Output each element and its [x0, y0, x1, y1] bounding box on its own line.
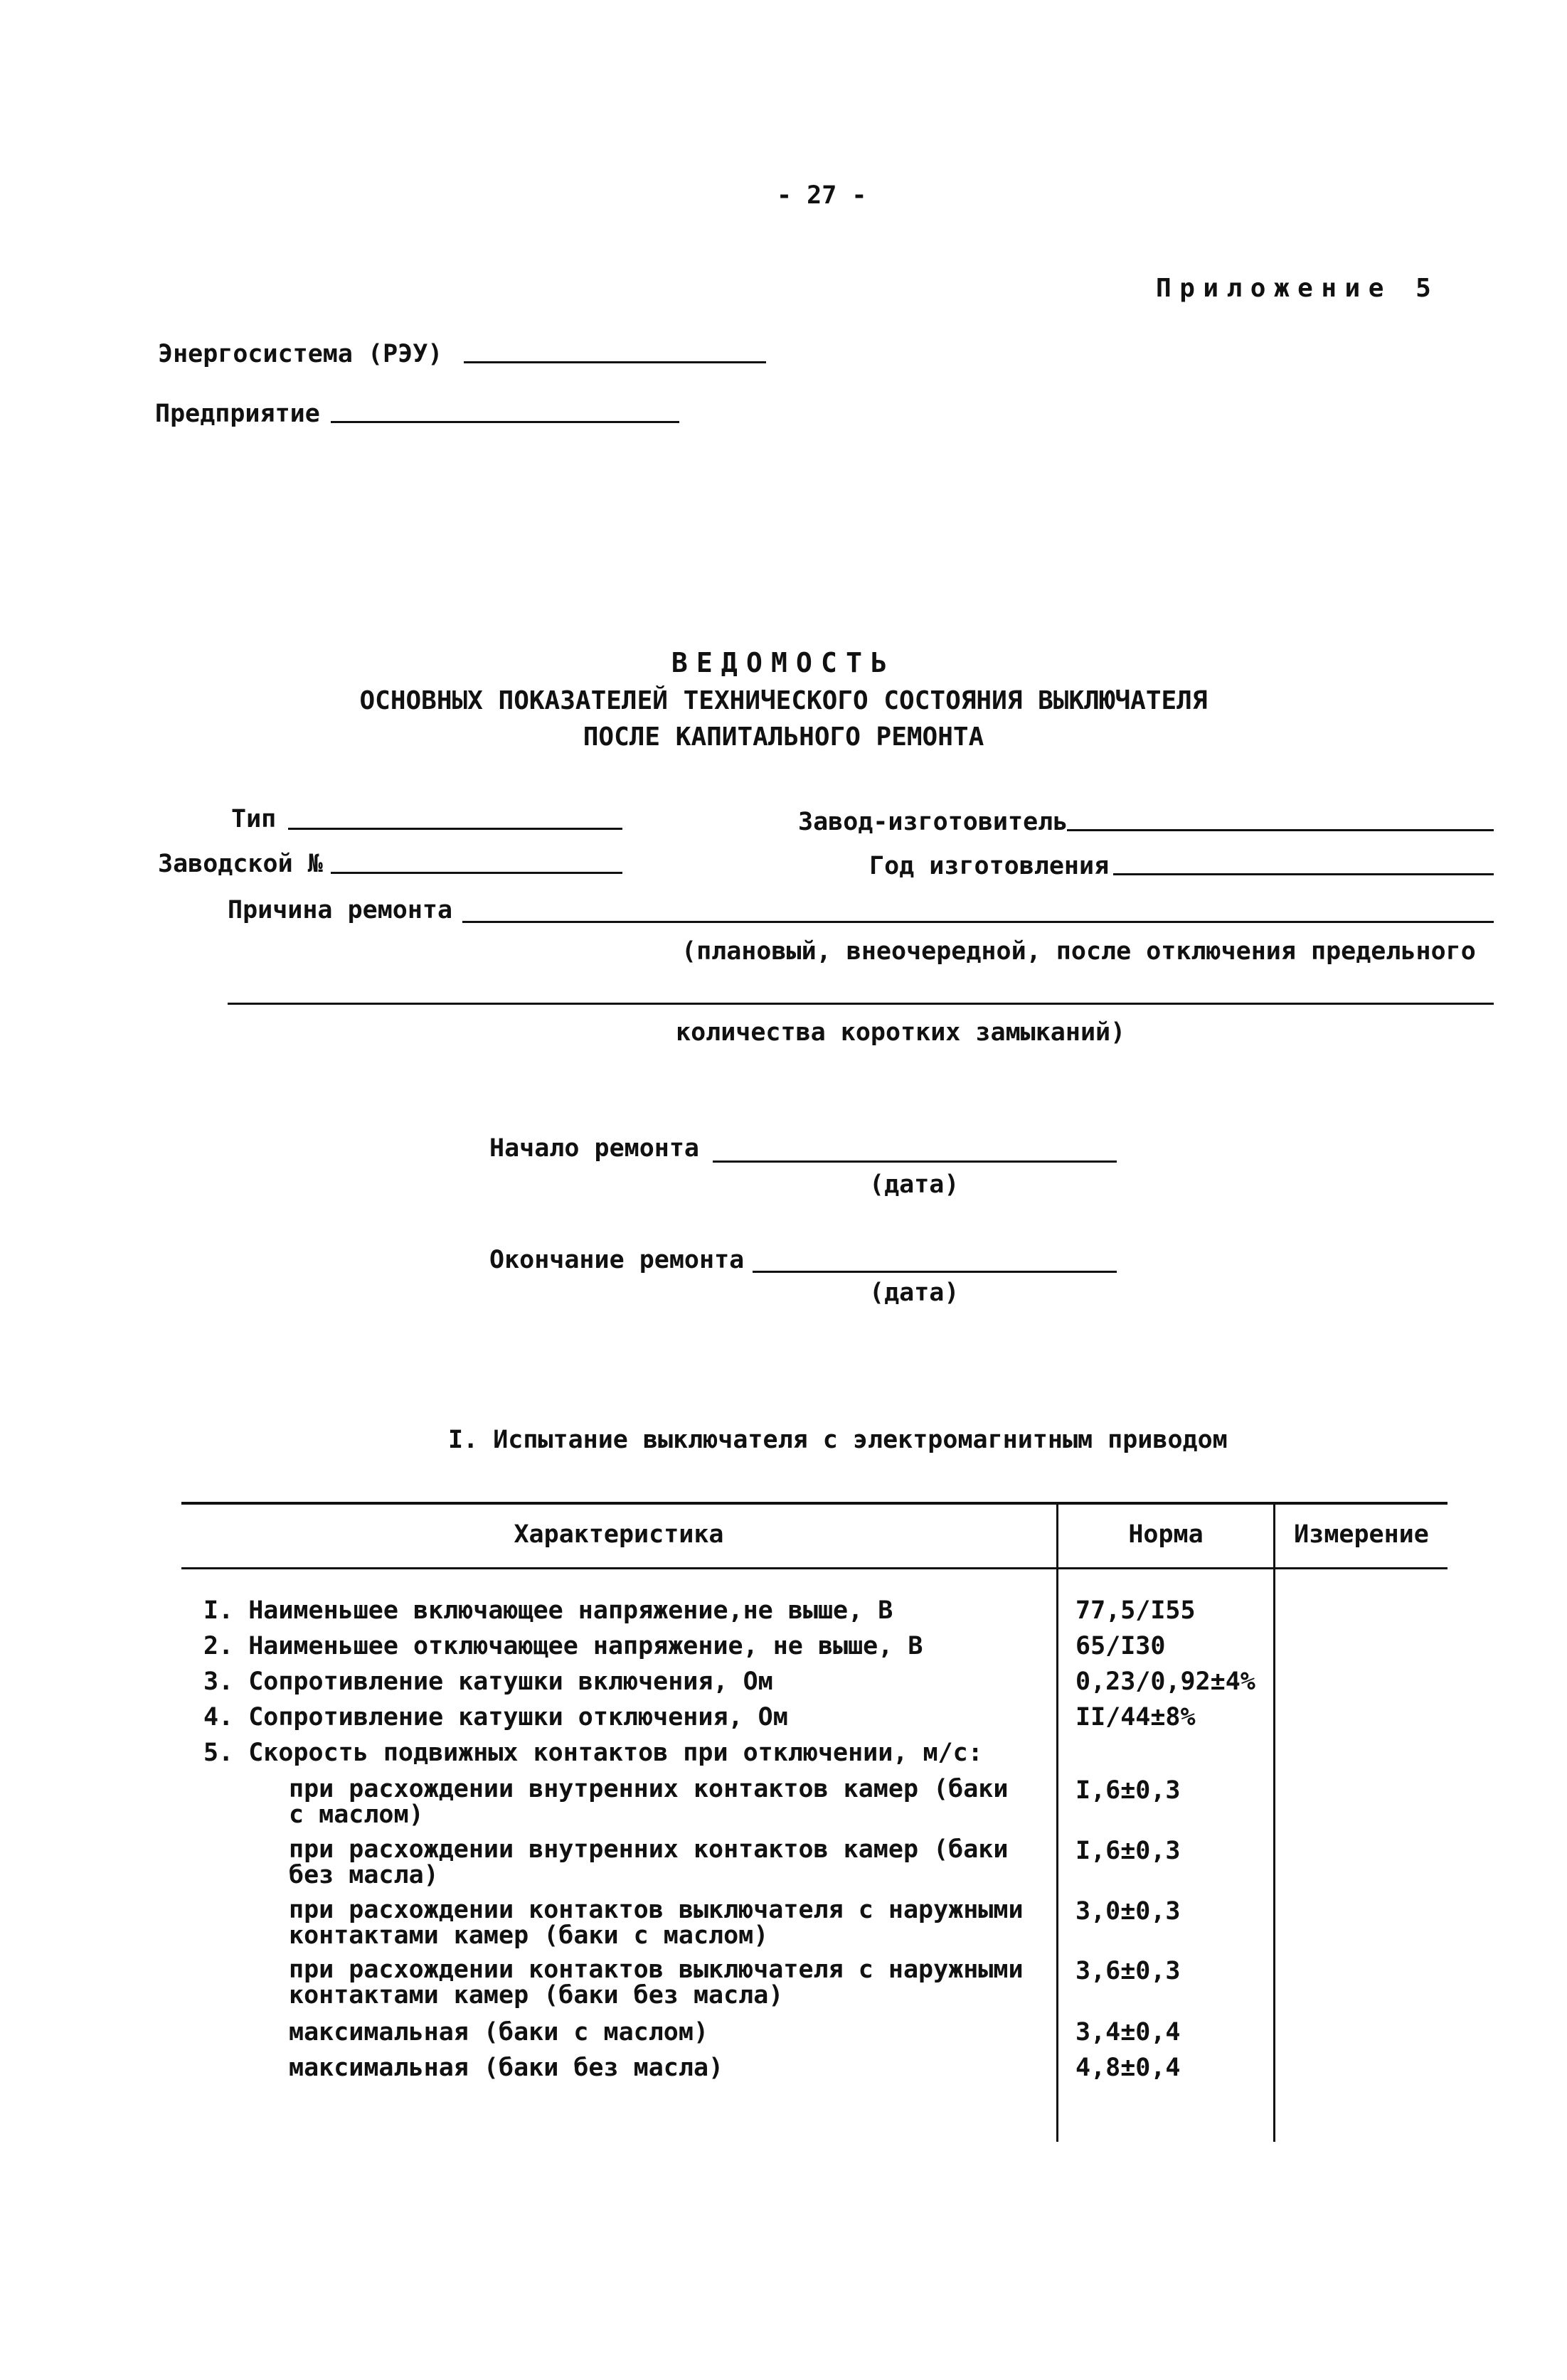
reason-hint-2: количества коротких замыканий)	[676, 1018, 1126, 1047]
reason-field[interactable]	[462, 921, 1494, 923]
norm-value: I,6±0,3	[1075, 1776, 1181, 1805]
document-title: ВЕДОМОСТЬ	[671, 647, 896, 678]
start-label: Начало ремонта	[489, 1134, 700, 1163]
section-title: I. Испытание выключателя с электромагнитным приводом	[448, 1426, 1228, 1454]
norm-value: 4,8±0,4	[1075, 2054, 1181, 2082]
year-label: Год изготовления	[869, 852, 1110, 880]
serial-label: Заводской №	[158, 850, 323, 878]
enterprise-field[interactable]	[331, 421, 679, 423]
manufacturer-field[interactable]	[1067, 829, 1494, 831]
document-subtitle: ОСНОВНЫХ ПОКАЗАТЕЛЕЙ ТЕХНИЧЕСКОГО СОСТОЯНИЯ ВЫКЛЮЧАТЕЛЯ	[359, 686, 1208, 715]
norm-value: 3,4±0,4	[1075, 2018, 1181, 2047]
type-label: Тип	[231, 805, 277, 833]
energosystem-label: Энергосистема (РЭУ)	[158, 340, 443, 368]
table-row: максимальная (баки без масла)	[289, 2054, 724, 2082]
table-header-border	[181, 1567, 1448, 1569]
table-row: при расхождении контактов выключателя с наружными контактами камер (баки с маслом)	[289, 1896, 1024, 1950]
table-row: 4. Сопротивление катушки отключения, Ом	[203, 1703, 788, 1731]
energosystem-field[interactable]	[464, 361, 766, 363]
table-row: 5. Скорость подвижных контактов при отключении, м/с:	[203, 1739, 983, 1767]
start-date-field[interactable]	[713, 1160, 1117, 1163]
end-date-field[interactable]	[753, 1271, 1117, 1273]
document-subtitle-2: ПОСЛЕ КАПИТАЛЬНОГО РЕМОНТА	[583, 722, 984, 752]
header-characteristic: Характеристика	[514, 1520, 724, 1549]
year-field[interactable]	[1113, 873, 1494, 875]
table-row: I. Наименьшее включающее напряжение,не выше, В	[203, 1596, 893, 1625]
table-row: при расхождении внутренних контактов камер (баки без масла)	[289, 1835, 1009, 1889]
page-number: - 27 -	[777, 181, 867, 210]
manufacturer-label: Завод-изготовитель	[798, 808, 1068, 836]
end-hint: (дата)	[869, 1279, 960, 1307]
reason-label: Причина ремонта	[228, 896, 453, 924]
norm-value: 3,6±0,3	[1075, 1957, 1181, 1985]
type-field[interactable]	[288, 828, 622, 830]
table-row: максимальная (баки с маслом)	[289, 2018, 709, 2047]
serial-field[interactable]	[331, 872, 622, 874]
start-hint: (дата)	[869, 1170, 960, 1199]
header-measurement: Измерение	[1294, 1520, 1429, 1549]
reason-hint: (плановый, внеочередной, после отключения предельного	[681, 937, 1476, 966]
norm-value: 65/I30	[1075, 1632, 1166, 1660]
header-norm: Норма	[1128, 1520, 1204, 1549]
norm-value: II/44±8%	[1075, 1703, 1196, 1731]
table-divider-2	[1273, 1502, 1275, 2142]
reason-field-2[interactable]	[228, 1003, 1494, 1005]
enterprise-label: Предприятие	[155, 400, 320, 428]
norm-value: I,6±0,3	[1075, 1837, 1181, 1865]
table-row: 2. Наименьшее отключающее напряжение, не выше, В	[203, 1632, 923, 1660]
table-top-border	[181, 1502, 1448, 1505]
norm-value: 77,5/I55	[1075, 1596, 1196, 1625]
appendix-label: Приложение 5	[1156, 274, 1440, 303]
norm-value: 0,23/0,92±4%	[1075, 1667, 1255, 1696]
table-row: 3. Сопротивление катушки включения, Ом	[203, 1667, 773, 1696]
table-row: при расхождении внутренних контактов камер (баки с маслом)	[289, 1775, 1009, 1829]
table-divider-1	[1056, 1502, 1058, 2142]
end-label: Окончание ремонта	[489, 1246, 745, 1274]
norm-value: 3,0±0,3	[1075, 1897, 1181, 1926]
table-row: при расхождении контактов выключателя с наружными контактами камер (баки без масла)	[289, 1955, 1024, 2010]
